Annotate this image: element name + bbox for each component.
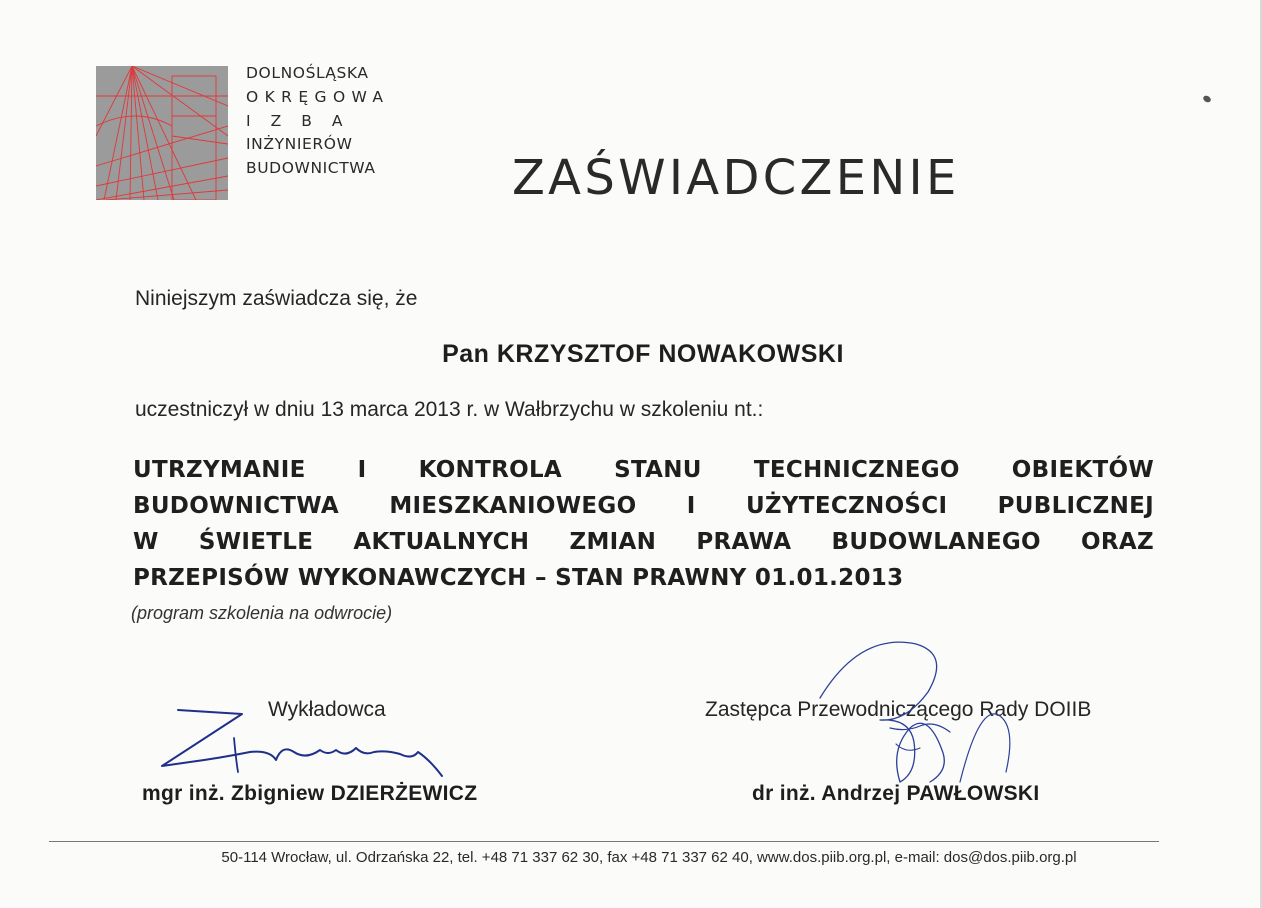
topic-line-3: W ŚWIETLE AKTUALNYCH ZMIAN PRAWA BUDOWLANEGO ORAZ xyxy=(133,529,1154,555)
person-name: Pan KRZYSZTOF NOWAKOWSKI xyxy=(442,340,844,368)
footer-contact: 50-114 Wrocław, ul. Odrzańska 22, tel. +48 71 337 62 30, fax +48 71 337 62 40, www.dos.piib.org.pl, e-mail: dos@dos.piib.org.pl xyxy=(221,849,1077,866)
program-note: (program szkolenia na odwrocie) xyxy=(131,603,393,623)
organization-line-2: OKRĘGOWA xyxy=(246,87,390,106)
deputy-chair-signature xyxy=(810,632,1070,792)
deputy-chair-name: dr inż. Andrzej PAWŁOWSKI xyxy=(752,782,1040,805)
organization-line-5: BUDOWNICTWA xyxy=(246,159,376,178)
footer-divider xyxy=(49,841,1159,842)
scan-speck xyxy=(1202,94,1212,103)
lecturer-name: mgr inż. Zbigniew DZIERŻEWICZ xyxy=(142,782,478,805)
lecturer-signature xyxy=(150,700,470,790)
training-topic xyxy=(133,452,1154,596)
topic-line-1: UTRZYMANIE I KONTROLA STANU TECHNICZNEGO OBIEKTÓW xyxy=(133,457,1154,483)
topic-line-4: PRZEPISÓW WYKONAWCZYCH – STAN PRAWNY 01.01.2013 xyxy=(133,565,904,591)
organization-name xyxy=(246,62,389,181)
intro-text: Niniejszym zaświadcza się, że xyxy=(135,287,418,310)
organization-line-1: DOLNOŚLĄSKA xyxy=(246,64,369,82)
lecturer-role: Wykładowca xyxy=(268,698,386,721)
dooiib-logo xyxy=(96,66,228,200)
topic-line-2: BUDOWNICTWA MIESZKANIOWEGO I UŻYTECZNOŚCI PUBLICZNEJ xyxy=(133,493,1154,519)
document-title: ZAŚWIADCZENIE xyxy=(512,150,960,206)
organization-line-4: INŻYNIERÓW xyxy=(246,135,353,154)
deputy-chair-role: Zastępca Przewodniczącego Rady DOIIB xyxy=(705,698,1092,721)
logo-graphic xyxy=(96,66,228,200)
organization-line-3: IZBA xyxy=(246,111,363,130)
participation-text: uczestniczył w dniu 13 marca 2013 r. w Wałbrzychu w szkoleniu nt.: xyxy=(135,398,764,421)
